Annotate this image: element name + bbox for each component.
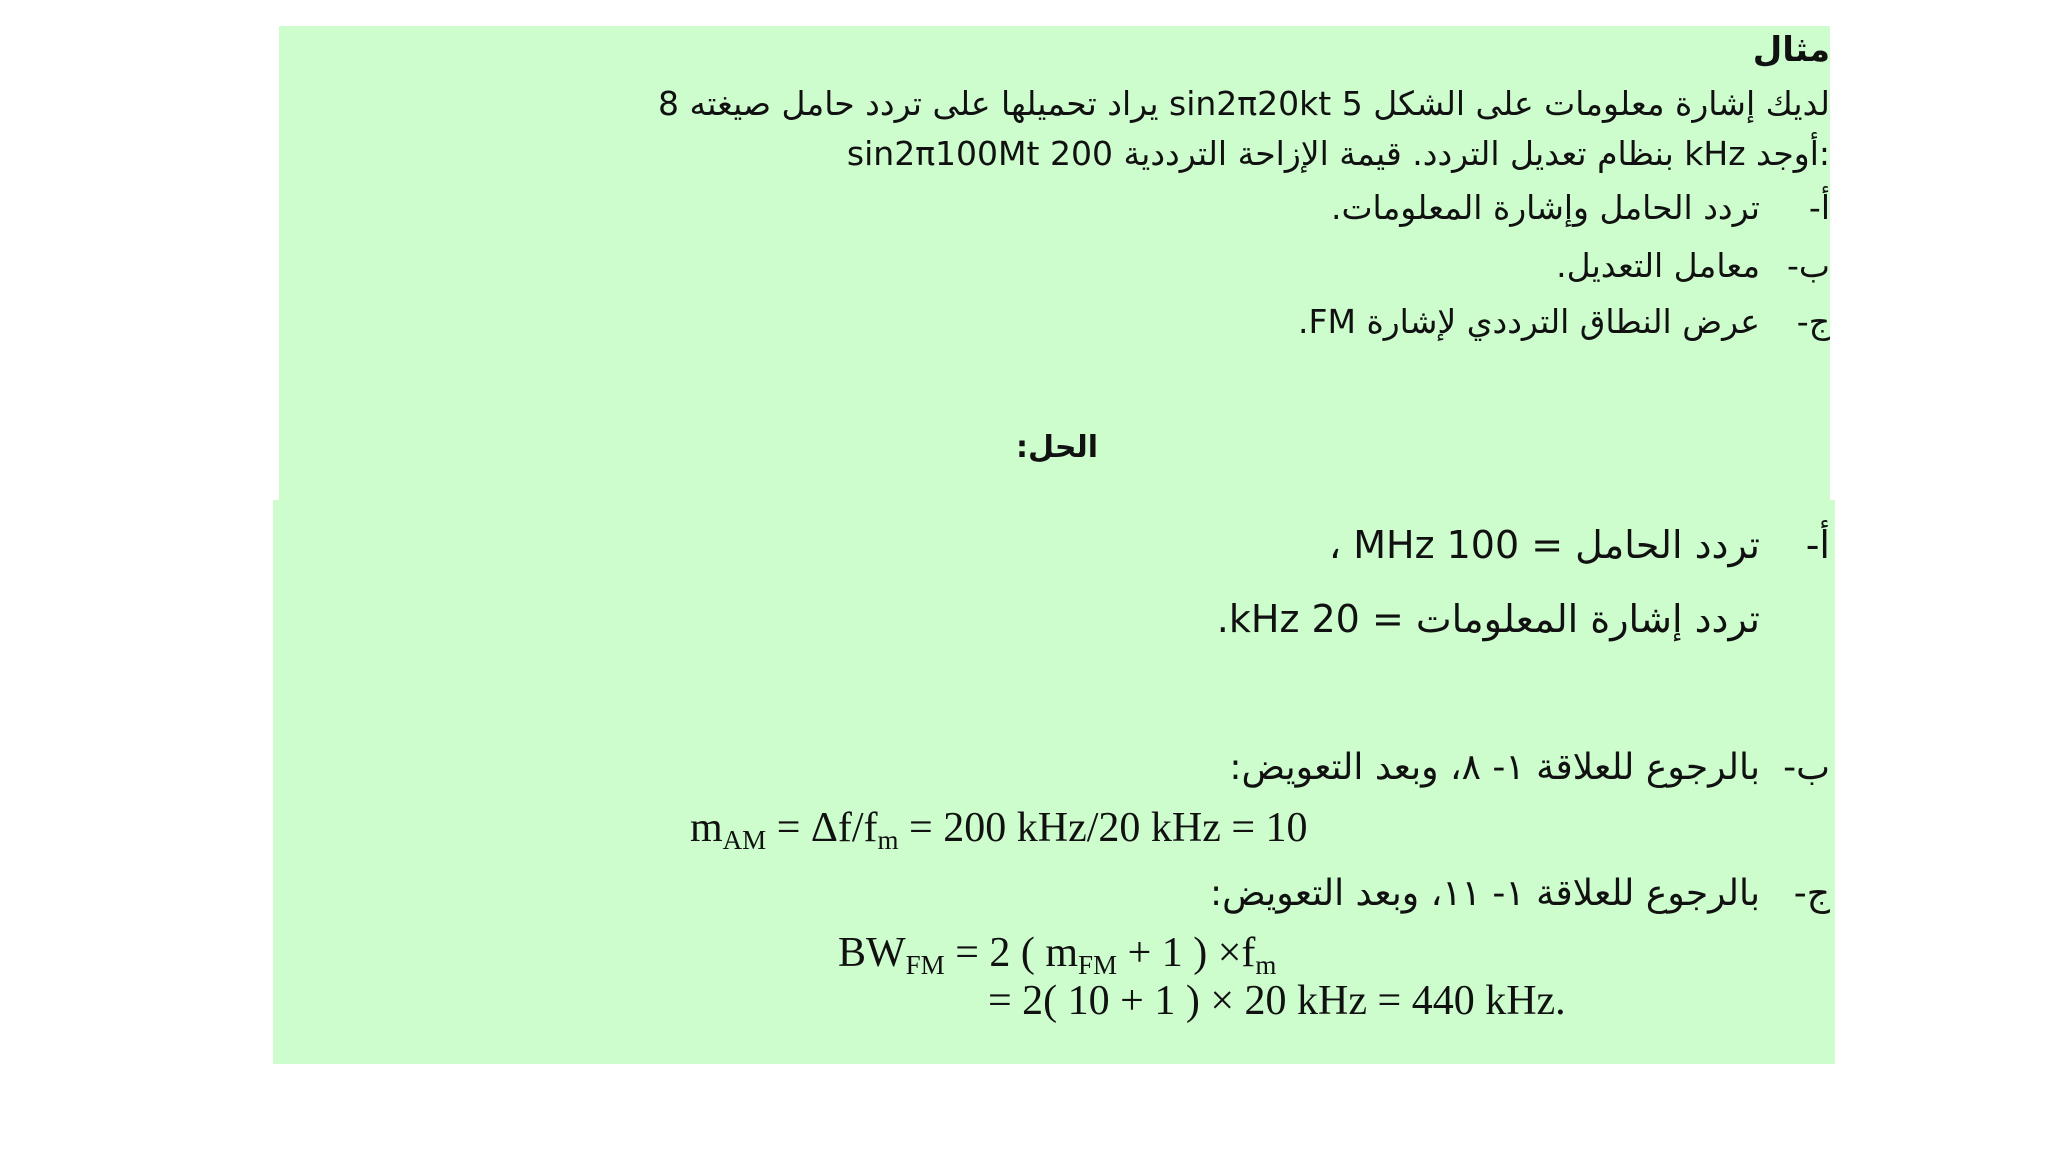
solution-c-text: بالرجوع للعلاقة ١- ١١، وبعد التعويض: [1210,873,1760,914]
eq-c1-rhs-sub: FM [1078,950,1118,980]
modulation-index-equation [690,803,1308,853]
bandwidth-equation-2: = 2( 10 + 1 ) × 20 kHz = 440 kHz. [988,978,1566,1024]
problem-heading: مثال [1752,30,1830,70]
part-b-text: معامل التعديل. [1556,246,1760,285]
part-c-marker: ج- [1796,302,1830,341]
eq-c1-rhs-b: + 1 ) ×f [1117,930,1256,976]
solution-part-a-line-2: تردد إشارة المعلومات = 20 kHz. [1216,597,1760,641]
eq-c1-rhs-a: = 2 ( m [944,930,1079,976]
eq-c1-lhs: BW [838,930,906,976]
carrier-frequency: تردد الحامل = 100 MHz ، [1328,523,1760,567]
solution-b-marker: ب- [1783,747,1830,788]
problem-part-c [1298,302,1830,342]
bandwidth-equation-1 [838,928,1276,978]
solution-c-marker: ج- [1793,873,1830,914]
eq-b-rhs: = 200 kHz/20 kHz = 10 [898,805,1308,851]
eq-b-mid: = Δf/f [766,805,878,851]
eq-b-lhs: m [690,805,723,851]
problem-line-1: لديك إشارة معلومات على الشكل 5 sin2π20kt يراد تحميلها على تردد حامل صيغته 8 [658,84,1830,123]
problem-part-b [1556,246,1830,286]
problem-part-a [1331,188,1830,228]
problem-line-2: sin2π100Mt بنظام تعديل التردد. قيمة الإزاحة الترددية 200 kHz أوجد: [846,134,1830,173]
part-c-text: عرض النطاق الترددي لإشارة FM. [1298,302,1760,341]
solution-a-marker: أ- [1805,523,1830,567]
solution-b-text: بالرجوع للعلاقة ١- ٨، وبعد التعويض: [1229,747,1760,788]
eq-c1-rhs-sub2: m [1255,950,1277,980]
part-a-marker: أ- [1808,188,1830,227]
eq-c1-lhs-sub: FM [905,950,945,980]
part-b-marker: ب- [1787,246,1830,285]
solution-heading: الحل: [1016,430,1098,465]
solution-part-b [1229,746,1830,790]
eq-b-mid-sub: m [877,825,899,855]
solution-part-c [1210,872,1830,916]
part-a-text: تردد الحامل وإشارة المعلومات. [1330,188,1760,227]
eq-b-lhs-sub: AM [722,825,767,855]
solution-part-a-line-1 [1329,522,1830,568]
